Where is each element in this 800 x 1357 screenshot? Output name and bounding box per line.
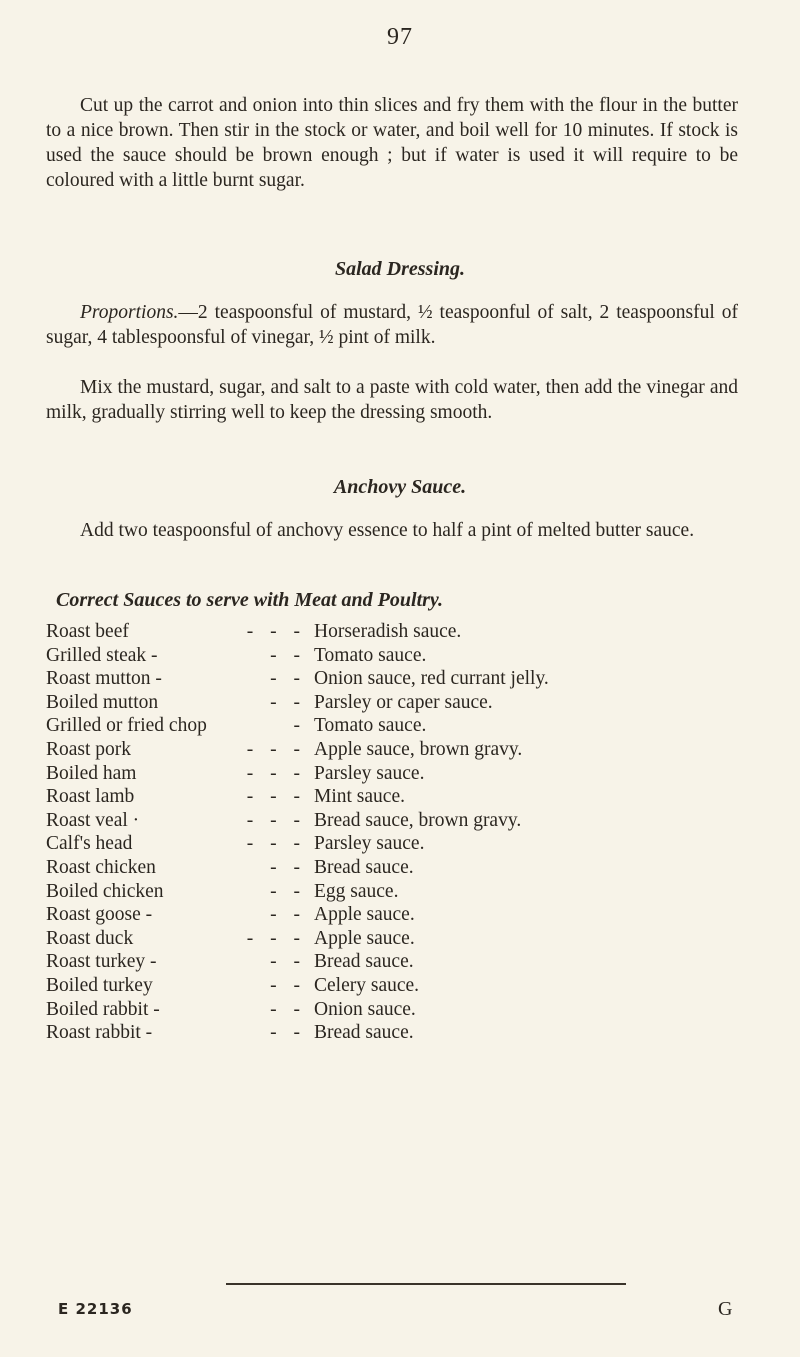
sauce-cell: Parsley sauce. — [314, 833, 425, 855]
table-row — [46, 927, 766, 951]
sauce-cell: Parsley or caper sauce. — [314, 691, 493, 713]
table-row — [46, 974, 766, 998]
page-number: 97 — [387, 24, 413, 50]
table-row — [46, 950, 766, 974]
footer-rule — [226, 1283, 626, 1285]
meat-cell — [46, 927, 306, 951]
leader-dashes: - - - — [246, 809, 306, 831]
meat-name: Grilled steak - — [46, 644, 158, 666]
meat-name: Roast duck — [46, 927, 134, 949]
meat-name: Grilled or fried chop — [46, 715, 207, 737]
meat-name: Roast beef — [46, 621, 129, 642]
footer-gathering-mark: G — [718, 1298, 733, 1320]
sauce-cell: Apple sauce. — [314, 904, 415, 926]
sauce-cell: Bread sauce. — [314, 951, 414, 973]
meat-name: Roast chicken — [46, 856, 156, 878]
meat-cell — [46, 667, 306, 691]
meat-name: Boiled chicken — [46, 880, 164, 902]
table-row — [46, 620, 766, 644]
meat-cell — [46, 1021, 306, 1045]
intro-paragraph: Cut up the carrot and onion into thin slices and fry them with the flour in the butter to a nice brown. Then stir in the stock or water, and boil well for 10 minutes. If stock is used the sauce should be brown enough ; but if water is used it will require to be coloured with a little burnt sugar. — [46, 95, 738, 191]
leader-dashes: - — [293, 715, 306, 737]
table-row — [46, 998, 766, 1022]
meat-cell — [46, 950, 306, 974]
leader-dashes: - - — [270, 951, 306, 973]
anchovy-sauce-paragraph: Add two teaspoonsful of anchovy essence to half a pint of melted butter sauce. — [80, 520, 695, 541]
proportions-paragraph — [46, 300, 738, 350]
sauce-cell: Tomato sauce. — [314, 715, 427, 737]
proportions-label: Proportions. — [80, 302, 179, 323]
leader-dashes: - - — [270, 904, 306, 926]
meat-name: Roast veal · — [46, 809, 140, 831]
meat-name: Roast pork — [46, 738, 132, 760]
meat-name: Calf's head — [46, 833, 133, 855]
meat-name: Boiled ham — [46, 762, 137, 784]
leader-dashes: - - — [270, 998, 306, 1020]
leader-dashes: - - — [270, 668, 306, 690]
meat-name: Boiled mutton — [46, 691, 159, 713]
meat-cell — [46, 714, 306, 738]
sauce-cell: Egg sauce. — [314, 880, 399, 902]
meat-name: Roast goose - — [46, 904, 153, 926]
meat-cell — [46, 644, 306, 668]
sauce-cell: Parsley sauce. — [314, 762, 425, 784]
meat-cell — [46, 856, 306, 880]
leader-dashes: - - - — [246, 621, 306, 642]
sauce-cell: Mint sauce. — [314, 786, 405, 808]
leader-dashes: - - — [270, 691, 306, 713]
meat-cell — [46, 832, 306, 856]
sauce-cell: Tomato sauce. — [314, 644, 427, 666]
sauce-cell: Apple sauce. — [314, 927, 415, 949]
table-row — [46, 856, 766, 880]
sauce-cell: Onion sauce, red currant jelly. — [314, 668, 549, 690]
sauce-cell: Bread sauce, brown gravy. — [314, 809, 522, 831]
meat-name: Roast turkey - — [46, 951, 157, 973]
table-row — [46, 644, 766, 668]
salad-method-paragraph: Mix the mustard, sugar, and salt to a paste with cold water, then add the vinegar and milk, gradually stirring well to keep the dressing smooth. — [46, 377, 738, 423]
leader-dashes: - - — [270, 974, 306, 996]
sauce-cell: Bread sauce. — [314, 856, 414, 878]
table-row — [46, 1021, 766, 1045]
table-row — [46, 785, 766, 809]
leader-dashes: - - — [270, 880, 306, 902]
correct-sauces-heading: Correct Sauces to serve with Meat and Poultry. — [56, 589, 444, 611]
meat-name: Boiled rabbit - — [46, 998, 160, 1020]
meat-cell — [46, 974, 306, 998]
table-row — [46, 738, 766, 762]
leader-dashes: - - - — [246, 738, 306, 760]
sauce-cell: Bread sauce. — [314, 1022, 414, 1044]
meat-cell — [46, 785, 306, 809]
table-row — [46, 714, 766, 738]
table-row — [46, 832, 766, 856]
meat-cell — [46, 809, 306, 833]
meat-name: Roast rabbit - — [46, 1022, 153, 1044]
table-row — [46, 691, 766, 715]
sauce-cell: Apple sauce, brown gravy. — [314, 738, 523, 760]
sauce-cell: Onion sauce. — [314, 998, 416, 1020]
meat-cell — [46, 691, 306, 715]
table-row — [46, 667, 766, 691]
leader-dashes: - - - — [246, 927, 306, 949]
table-row — [46, 880, 766, 904]
meat-cell — [46, 903, 306, 927]
sauce-table — [46, 620, 766, 1045]
leader-dashes: - - — [270, 1022, 306, 1044]
leader-dashes: - - — [270, 856, 306, 878]
footer-signature-mark: E 22136 — [58, 1300, 133, 1318]
table-row — [46, 809, 766, 833]
meat-name: Boiled turkey — [46, 974, 153, 996]
salad-dressing-heading: Salad Dressing. — [334, 258, 466, 280]
table-row — [46, 762, 766, 786]
leader-dashes: - - - — [246, 786, 306, 808]
meat-cell — [46, 880, 306, 904]
sauce-cell: Horseradish sauce. — [314, 621, 462, 642]
sauce-cell: Celery sauce. — [314, 974, 420, 996]
proportions-text: —2 teaspoonsful of mustard, ½ teaspoonful of salt, 2 teaspoonsful of sugar, 4 tablespoonsful of vinegar, ½ pint of milk. — [46, 302, 738, 348]
meat-name: Roast mutton - — [46, 668, 162, 690]
anchovy-sauce-heading: Anchovy Sauce. — [333, 476, 467, 498]
meat-cell — [46, 620, 306, 644]
leader-dashes: - - — [270, 644, 306, 666]
leader-dashes: - - - — [246, 833, 306, 855]
meat-cell — [46, 998, 306, 1022]
meat-cell — [46, 738, 306, 762]
table-row — [46, 903, 766, 927]
meat-name: Roast lamb — [46, 786, 135, 808]
meat-cell — [46, 762, 306, 786]
leader-dashes: - - - — [246, 762, 306, 784]
